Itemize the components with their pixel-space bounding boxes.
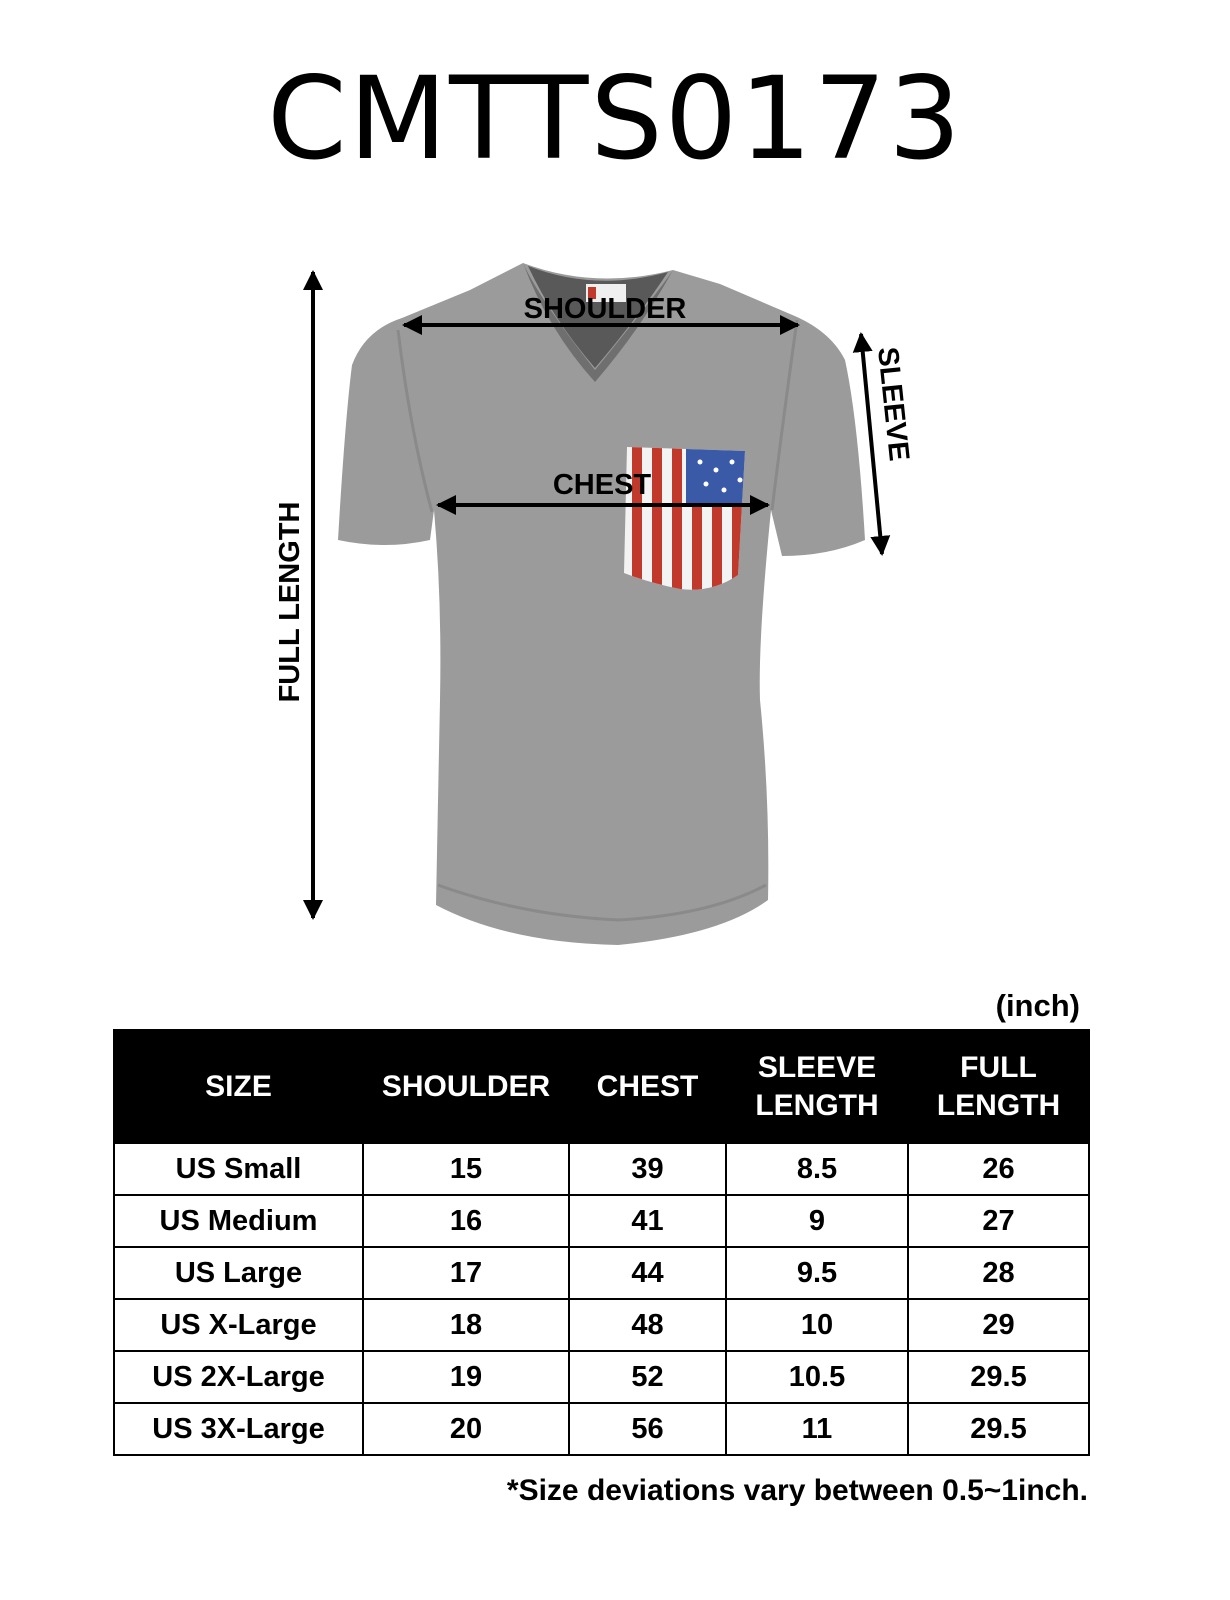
size-deviation-note: *Size deviations vary between 0.5~1inch. [506, 1474, 1088, 1507]
sleeve-cell: 9.5 [726, 1247, 908, 1299]
chest-cell: 44 [569, 1247, 726, 1299]
full-length-cell: 29.5 [908, 1351, 1089, 1403]
sleeve-cell: 9 [726, 1195, 908, 1247]
full-length-cell: 29 [908, 1299, 1089, 1351]
shoulder-cell: 15 [363, 1143, 569, 1195]
size-cell: US 2X-Large [114, 1351, 363, 1403]
sleeve-cell: 11 [726, 1403, 908, 1455]
sleeve-cell: 10 [726, 1299, 908, 1351]
header-full-line2: LENGTH [936, 1088, 1061, 1122]
full-length-label: FULL LENGTH [274, 501, 306, 703]
size-cell: US Large [114, 1247, 363, 1299]
chest-cell: 41 [569, 1195, 726, 1247]
shoulder-label: SHOULDER [523, 293, 687, 325]
table-row [114, 1403, 1089, 1455]
chest-cell: 52 [569, 1351, 726, 1403]
flag-pocket [620, 440, 750, 600]
table-row [114, 1143, 1089, 1195]
shoulder-cell: 19 [363, 1351, 569, 1403]
unit-label: (inch) [995, 988, 1080, 1023]
chest-label: CHEST [552, 469, 652, 501]
size-cell: US 3X-Large [114, 1403, 363, 1455]
shoulder-cell: 16 [363, 1195, 569, 1247]
header-chest: CHEST [569, 1030, 726, 1143]
full-length-cell: 27 [908, 1195, 1089, 1247]
header-sleeve-length [726, 1030, 908, 1143]
table-row [114, 1351, 1089, 1403]
header-full-length [908, 1030, 1089, 1143]
table-header-row [114, 1030, 1089, 1143]
full-length-cell: 29.5 [908, 1403, 1089, 1455]
chest-cell: 39 [569, 1143, 726, 1195]
shoulder-cell: 17 [363, 1247, 569, 1299]
shoulder-cell: 18 [363, 1299, 569, 1351]
full-length-cell: 28 [908, 1247, 1089, 1299]
product-code-title: CMTTS0173 [267, 52, 963, 185]
header-full-line1: FULL [960, 1051, 1037, 1084]
header-sleeve-line1: SLEEVE [757, 1051, 877, 1084]
sleeve-label: SLEEVE [871, 345, 915, 463]
chest-cell: 48 [569, 1299, 726, 1351]
header-shoulder: SHOULDER [363, 1030, 569, 1143]
table-row [114, 1299, 1089, 1351]
size-cell: US X-Large [114, 1299, 363, 1351]
chest-cell: 56 [569, 1403, 726, 1455]
table-row [114, 1247, 1089, 1299]
shoulder-cell: 20 [363, 1403, 569, 1455]
size-chart-table [113, 1029, 1090, 1456]
header-size: SIZE [114, 1030, 363, 1143]
header-sleeve-line2: LENGTH [755, 1088, 879, 1122]
full-length-cell: 26 [908, 1143, 1089, 1195]
size-cell: US Small [114, 1143, 363, 1195]
sleeve-cell: 8.5 [726, 1143, 908, 1195]
size-cell: US Medium [114, 1195, 363, 1247]
table-row [114, 1195, 1089, 1247]
sleeve-cell: 10.5 [726, 1351, 908, 1403]
